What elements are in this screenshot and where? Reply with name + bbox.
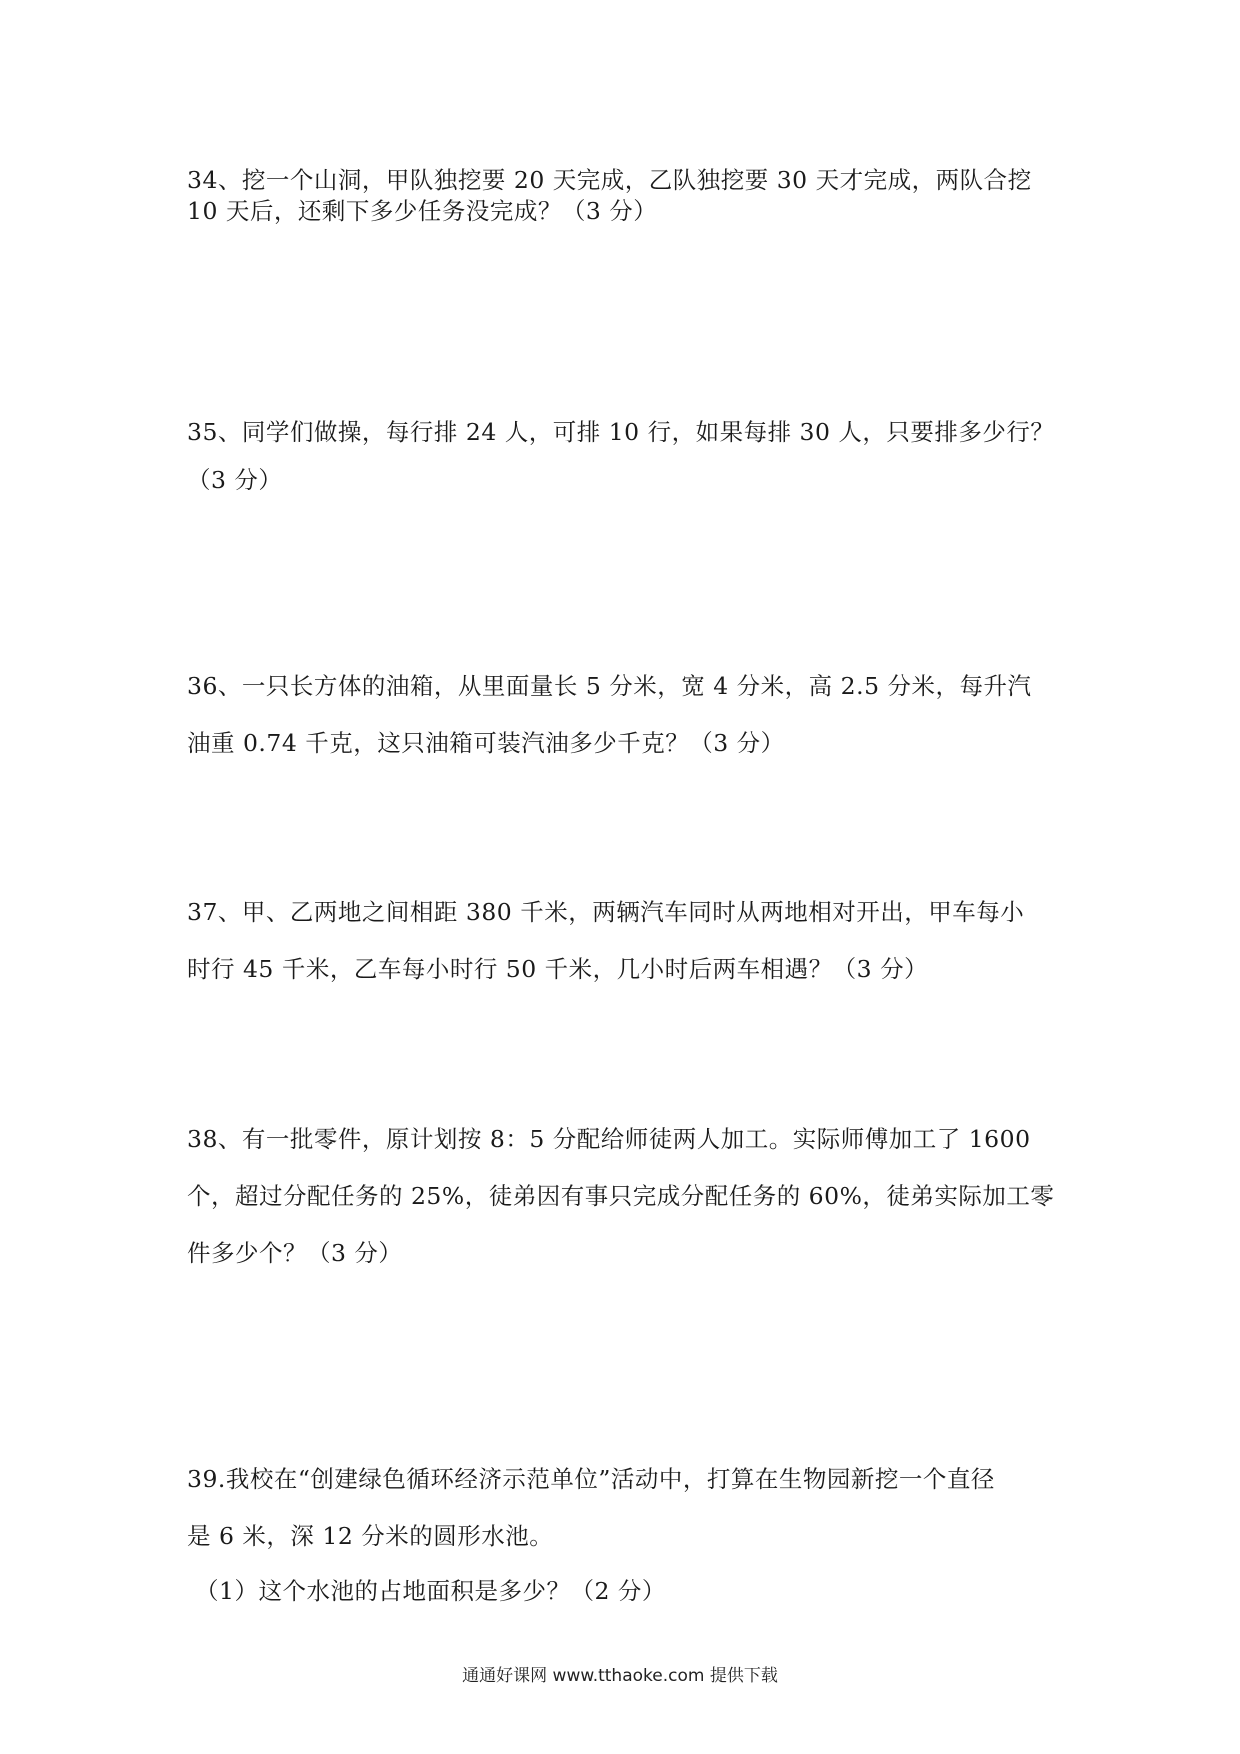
question-37-line-1: 37、甲、乙两地之间相距 380 千米，两辆汽车同时从两地相对开出，甲车每小 <box>187 898 1025 926</box>
question-34-line-2: 10 天后，还剩下多少任务没完成？（3 分） <box>187 197 658 225</box>
question-37-line-2: 时行 45 千米，乙车每小时行 50 千米，几小时后两车相遇？（3 分） <box>187 955 929 983</box>
question-38-line-3: 件多少个？（3 分） <box>187 1239 403 1267</box>
question-39-line-1: 39.我校在“创建绿色循环经济示范单位”活动中，打算在生物园新挖一个直径 <box>187 1465 995 1493</box>
question-36-line-2: 油重 0.74 千克，这只油箱可装汽油多少千克？（3 分） <box>187 729 785 757</box>
question-35-line-2: （3 分） <box>187 466 283 494</box>
question-39-line-2: 是 6 米，深 12 分米的圆形水池。 <box>187 1522 554 1550</box>
question-34-line-1: 34、挖一个山洞，甲队独挖要 20 天完成，乙队独挖要 30 天才完成，两队合挖 <box>187 166 1032 194</box>
question-38-line-1: 38、有一批零件，原计划按 8：5 分配给师徒两人加工。实际师傅加工了 1600 <box>187 1125 1031 1153</box>
question-39-subquestion-1: （1）这个水池的占地面积是多少？（2 分） <box>195 1577 666 1605</box>
page-footer: 通通好课网 www.tthaoke.com 提供下载 <box>462 1666 778 1686</box>
question-35-line-1: 35、同学们做操，每行排 24 人，可排 10 行，如果每排 30 人，只要排多少行？ <box>187 418 1055 446</box>
question-36-line-1: 36、一只长方体的油箱，从里面量长 5 分米，宽 4 分米，高 2.5 分米，每升汽 <box>187 672 1032 700</box>
question-38-line-2: 个，超过分配任务的 25%，徒弟因有事只完成分配任务的 60%，徒弟实际加工零 <box>187 1182 1055 1210</box>
